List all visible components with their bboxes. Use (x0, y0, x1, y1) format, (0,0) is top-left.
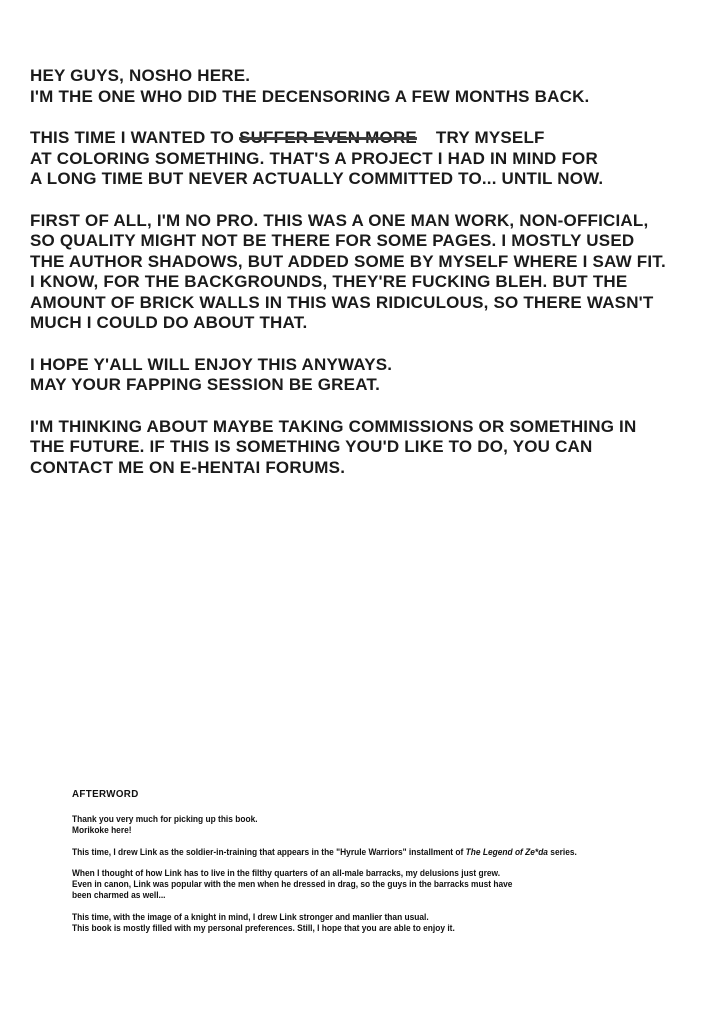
note-line: I'M THE ONE WHO DID THE DECENSORING A FEW MONTHS BACK. (30, 86, 590, 106)
translator-note (30, 66, 702, 499)
note-line: MAY YOUR FAPPING SESSION BE GREAT. (30, 375, 381, 394)
strikethrough-text: SUFFER EVEN MORE (239, 128, 417, 147)
note-line: I HOPE Y'ALL WILL ENJOY THIS ANYWAYS. (30, 354, 393, 374)
note-paragraph-wishes (30, 355, 702, 396)
afterword-heading: AFTERWORD (72, 788, 139, 800)
afterword-line: Even in canon, Link was popular with the men when he dressed in drag, so the guys in the barracks must have (72, 879, 513, 890)
note-line: HEY GUYS, NOSHO HERE. (30, 66, 251, 85)
afterword-line: Thank you very much for picking up this book. (72, 814, 258, 824)
afterword-line-with-title (72, 847, 667, 858)
note-line: MUCH I COULD DO ABOUT THAT. (30, 313, 308, 332)
note-line-with-strike (30, 128, 702, 149)
note-text-post-strike: TRY MYSELF (430, 128, 545, 147)
afterword-line: This book is mostly filled with my personal preferences. Still, I hope that you are able to enjoy it. (72, 922, 455, 933)
note-text-pre-strike: THIS TIME I WANTED TO (30, 128, 240, 147)
note-line: AT COLORING SOMETHING. THAT'S A PROJECT I HAD IN MIND FOR (30, 148, 598, 168)
note-paragraph-greeting (30, 66, 702, 107)
note-line: AMOUNT OF BRICK WALLS IN THIS WAS RIDICULOUS, SO THERE WASN'T (30, 292, 654, 312)
afterword-line: When I thought of how Link has to live in the filthy quarters of an all-male barracks, my delusions just grew. (72, 868, 501, 879)
afterword-line: This time, with the image of a knight in mind, I drew Link stronger and manlier than usual. (72, 911, 429, 922)
note-line: A LONG TIME BUT NEVER ACTUALLY COMMITTED TO... UNTIL NOW. (30, 169, 604, 188)
afterword-paragraph-thanks (72, 814, 667, 836)
afterword-paragraph-closing (72, 912, 667, 934)
note-line: FIRST OF ALL, I'M NO PRO. THIS WAS A ONE MAN WORK, NON-OFFICIAL, (30, 210, 649, 230)
note-line: I KNOW, FOR THE BACKGROUNDS, THEY'RE FUCKING BLEH. BUT THE (30, 272, 628, 291)
note-line: I'M THINKING ABOUT MAYBE TAKING COMMISSIONS OR SOMETHING IN (30, 416, 637, 436)
afterword-text-pre-title: This time, I drew Link as the soldier-in-training that appears in the "Hyrule Warriors" installment of (72, 846, 466, 857)
note-line: CONTACT ME ON E-HENTAI FORUMS. (30, 457, 346, 477)
afterword-section (72, 788, 667, 944)
note-line: THE AUTHOR SHADOWS, BUT ADDED SOME BY MYSELF WHERE I SAW FIT. (30, 251, 666, 271)
note-paragraph-disclaimer (30, 211, 702, 334)
afterword-paragraph-series (72, 847, 667, 858)
note-line: THE FUTURE. IF THIS IS SOMETHING YOU'D LIKE TO DO, YOU CAN (30, 437, 593, 456)
afterword-line: been charmed as well... (72, 889, 166, 900)
note-paragraph-commissions (30, 417, 702, 479)
afterword-line: Morikoke here! (72, 824, 132, 835)
note-paragraph-coloring (30, 128, 702, 190)
note-line: SO QUALITY MIGHT NOT BE THERE FOR SOME PAGES. I MOSTLY USED (30, 231, 635, 250)
afterword-text-post-title: series. (547, 846, 577, 857)
afterword-paragraph-barracks (72, 868, 667, 900)
book-title-italic: The Legend of Ze*da (465, 846, 548, 857)
